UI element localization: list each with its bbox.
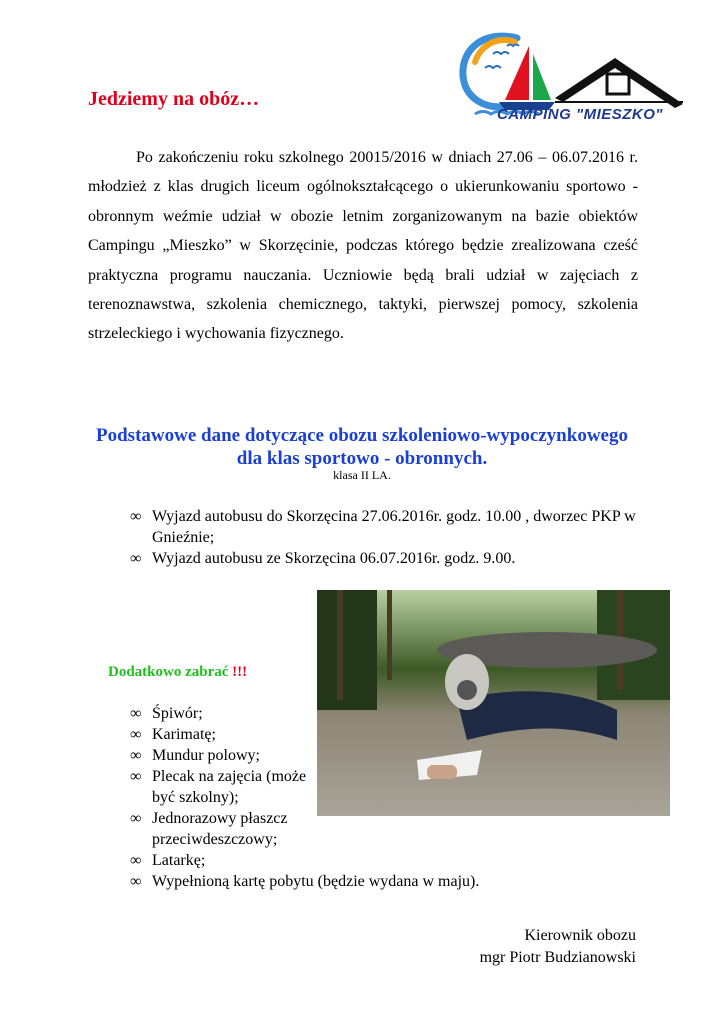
signature: [440, 925, 636, 969]
list-item: ∞ Mundur polowy;: [130, 747, 260, 764]
section-title-line1: Podstawowe dane dotyczące obozu szkoleniowo-wypoczynkowego: [96, 425, 628, 446]
page-title: Jedziemy na obóz…: [88, 88, 260, 110]
infinity-bullet-icon: ∞: [130, 747, 142, 764]
intro-paragraph: Po zakończeniu roku szkolnego 20015/2016 w dniach 27.06 – 06.07.2016 r. młodzież z klas drugich liceum ogólnokształcącego o ukierunkowaniu sportowo - obronnym weźmie udział w obozie letnim zorganizowanym na bazie obiektów Campingu „Mieszko” w Skorzęcinie, podczas którego będzie zrealizowana cześć praktyczna programu nauczania. Uczniowie będą brali udział w zajęciach z terenoznawstwa, szkolenia chemicznego, taktyki, pierwszej pomocy, szkolenia strzeleckiego i wychowania fizycznego.: [88, 149, 638, 343]
infinity-bullet-icon: ∞: [130, 726, 142, 743]
class-label: klasa II LA.: [333, 468, 391, 482]
list-item: ∞ Wyjazd autobusu ze Skorzęcina 06.07.2016r. godz. 9.00.: [130, 550, 516, 567]
infinity-bullet-icon: ∞: [130, 852, 142, 869]
list-item: ∞ Karimatę;: [130, 726, 216, 743]
infinity-bullet-icon: ∞: [130, 550, 142, 567]
infinity-bullet-icon: ∞: [130, 810, 142, 827]
infinity-bullet-icon: ∞: [130, 705, 142, 722]
travel-list: [130, 506, 650, 569]
signature-role: Kierownik obozu: [524, 927, 636, 944]
list-item: ∞ Plecak na zajęcia (może być szkolny);: [130, 768, 307, 806]
list-item: ∞ Wypełnioną kartę pobytu (będzie wydana w maju).: [130, 873, 480, 890]
extras-title: Dodatkowo zabrać !!!: [108, 664, 248, 680]
items-list: [130, 703, 570, 892]
infinity-bullet-icon: ∞: [130, 768, 142, 785]
infinity-bullet-icon: ∞: [130, 508, 142, 525]
logo-text: CAMPING "MIESZKO": [496, 106, 664, 123]
list-item: ∞ Wyjazd autobusu do Skorzęcina 27.06.2016r. godz. 10.00 , dworzec PKP w Gnieźnie;: [130, 508, 636, 546]
section-title-line2: dla klas sportowo - obronnych.: [236, 448, 488, 469]
list-item: ∞ Latarkę;: [130, 852, 206, 869]
list-item: ∞ Jednorazowy płaszcz przeciwdeszczowy;: [130, 810, 288, 848]
list-item: ∞ Śpiwór;: [130, 705, 203, 722]
infinity-bullet-icon: ∞: [130, 873, 142, 890]
extras-exclaim: !!!: [232, 664, 248, 680]
section-title: [60, 424, 664, 470]
signature-name: mgr Piotr Budzianowski: [479, 949, 636, 966]
